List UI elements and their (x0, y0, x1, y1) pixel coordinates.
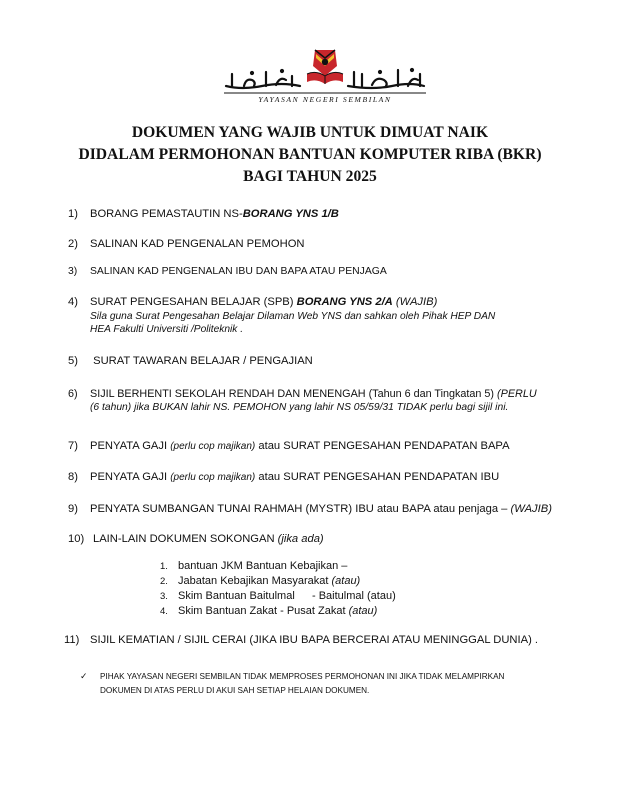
sublist-number: 4. (160, 606, 168, 617)
item-note: (perlu cop majikan) (170, 472, 256, 483)
yns-emblem-icon (222, 46, 428, 96)
list-item-1 (68, 207, 339, 221)
item-number: 3) (68, 266, 78, 277)
item-4-subtext-1: Sila guna Surat Pengesahan Belajar Dilaman Web YNS dan sahkan oleh Pihak HEP DAN (90, 311, 496, 322)
list-item-10 (68, 532, 324, 546)
item-note: (WAJIB) (392, 296, 438, 308)
sublist-number: 2. (160, 576, 168, 587)
item-form-code: BORANG YNS 1/B (242, 208, 339, 220)
item-number: 2) (68, 238, 78, 250)
item-text-tail: atau SURAT PENGESAHAN PENDAPATAN BAPA (255, 440, 510, 452)
list-item-5 (68, 354, 313, 368)
item-note: (perlu cop majikan) (170, 441, 256, 452)
checkmark-icon: ✓ (80, 671, 88, 681)
item-4-subtext-2: HEA Fakulti Universiti /Politeknik . (90, 324, 244, 335)
title-line-3: BAGI TAHUN 2025 (243, 168, 377, 185)
logo-text: YAYASAN NEGERI SEMBILAN (258, 95, 392, 104)
sublist-text: Skim Bantuan Zakat - Pusat Zakat (178, 605, 349, 617)
list-item-3 (68, 265, 387, 279)
yns-logo (222, 46, 428, 110)
sublist-note: (atau) (331, 575, 361, 587)
title-line-1: DOKUMEN YANG WAJIB UNTUK DIMUAT NAIK (131, 124, 489, 141)
item-text: SALINAN KAD PENGENALAN PEMOHON (90, 238, 305, 250)
item-number: 1) (68, 208, 78, 220)
sublist-text: Skim Bantuan Baitulmal (178, 590, 295, 602)
list-item-6 (68, 387, 537, 401)
item-note: (jika ada) (277, 533, 324, 545)
item-number: 4) (68, 296, 78, 308)
sublist-item-1 (160, 559, 377, 574)
item-text: SIJIL BERHENTI SEKOLAH RENDAH DAN MENENGAH (Tahun 6 dan Tingkatan 5) (90, 388, 498, 400)
item-number: 7) (68, 440, 78, 452)
item-number: 5) (68, 355, 78, 367)
item-text: BORANG PEMASTAUTIN NS- (90, 208, 243, 220)
item-number: 6) (68, 388, 78, 400)
item-text: LAIN-LAIN DOKUMEN SOKONGAN (93, 533, 278, 545)
sublist-item-2 (160, 574, 377, 589)
item-6-subtext: (6 tahun) jika BUKAN lahir NS. PEMOHON yang lahir NS 05/59/31 TIDAK perlu bagi sijil ini. (90, 402, 509, 413)
sublist-number: 3. (160, 591, 168, 602)
document-title (40, 122, 580, 188)
sublist-number: 1. (160, 561, 168, 572)
item-number: 10) (68, 533, 85, 545)
item-text: SALINAN KAD PENGENALAN IBU DAN BAPA ATAU PENJAGA (90, 266, 387, 277)
item-number: 9) (68, 503, 78, 515)
sublist-item-4 (160, 604, 377, 619)
item-number: 11) (64, 634, 80, 646)
item-note: (WAJIB) (510, 503, 552, 515)
item-text: SURAT TAWARAN BELAJAR / PENGAJIAN (90, 355, 313, 367)
list-item-11 (64, 633, 538, 647)
sublist-item-3 (160, 589, 396, 604)
item-text: PENYATA GAJI (90, 471, 171, 483)
item-form-code: BORANG YNS 2/A (296, 296, 393, 308)
sublist-text: bantuan JKM Bantuan Kebajikan – (178, 560, 348, 572)
list-item-7 (68, 439, 510, 454)
note-line-2: DOKUMEN DI ATAS PERLU DI AKUI SAH SETIAP HELAIAN DOKUMEN. (100, 686, 370, 695)
sublist-tab-text: - Baitulmal (atau) (312, 590, 396, 602)
item-text: PENYATA GAJI (90, 440, 171, 452)
list-item-8 (68, 470, 499, 485)
title-line-2: DIDALAM PERMOHONAN BANTUAN KOMPUTER RIBA (BKR) (78, 146, 542, 163)
list-item-9 (68, 502, 552, 516)
item-text: SURAT PENGESAHAN BELAJAR (SPB) (90, 296, 297, 308)
item-text: SIJIL KEMATIAN / SIJIL CERAI (JIKA IBU BAPA BERCERAI ATAU MENINGGAL DUNIA) . (90, 634, 539, 646)
list-item-2 (68, 237, 304, 251)
item-text-tail: atau SURAT PENGESAHAN PENDAPATAN IBU (255, 471, 500, 483)
item-text: PENYATA SUMBANGAN TUNAI RAHMAH (MYSTR) IBU atau BAPA atau penjaga – (90, 503, 511, 515)
supporting-documents-list (160, 559, 396, 619)
sublist-note: (atau) (348, 605, 378, 617)
sublist-text: Jabatan Kebajikan Masyarakat (178, 575, 332, 587)
list-item-4 (68, 295, 437, 309)
item-note: (PERLU (497, 388, 537, 400)
note-line-1: PIHAK YAYASAN NEGERI SEMBILAN TIDAK MEMPROSES PERMOHONAN INI JIKA TIDAK MELAMPIRKAN (100, 672, 505, 681)
item-number: 8) (68, 471, 78, 483)
